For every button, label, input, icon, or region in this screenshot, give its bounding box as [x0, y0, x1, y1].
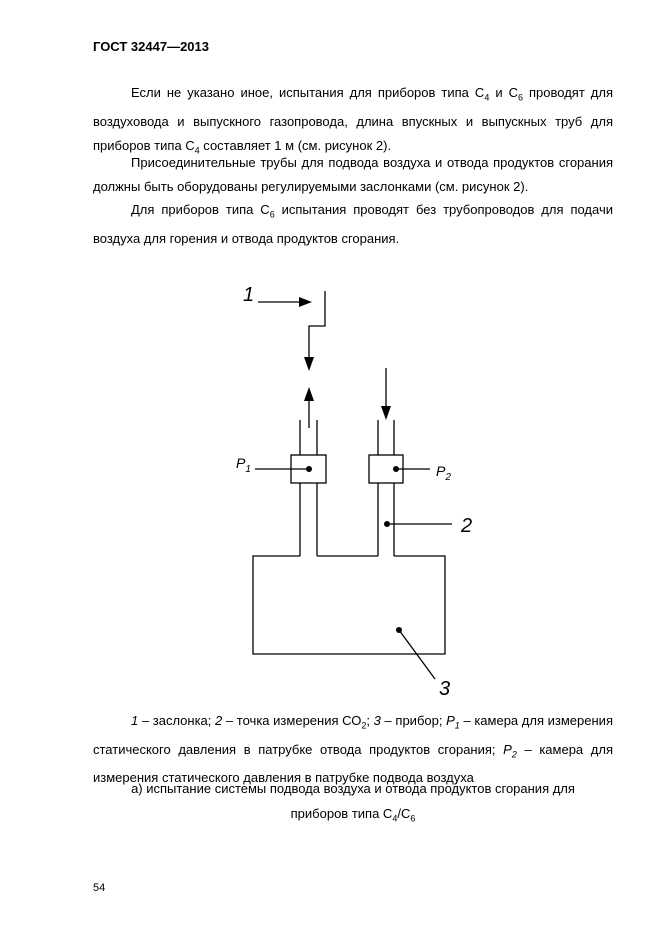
p2-point — [393, 466, 399, 472]
label-2: 2 — [461, 515, 473, 537]
paragraph-1: Если не указано иное, испытания для приборов типа $С_4$ и $С_6$ проводят для воздуховода и выпускного газопровода, длина впускных и выпускных труб для приборов типа $С_4$ составляет 1 м (см. рисунок 2). — [93, 85, 614, 156]
arrow-up-head — [304, 387, 314, 401]
appliance-box — [253, 556, 445, 654]
bent-flue-line — [309, 291, 325, 360]
p1-point — [306, 466, 312, 472]
paragraph-3: Для приборов типа $С_6$ испытания проводят без трубопроводов для подачи воздуха для горения и отвода продуктов сгорания. — [93, 202, 613, 246]
figure-legend: 1 – заслонка; 2 – точка измерения $СО_2$; 3 – прибор; $P_1$ – камера для измерения статического давления в патрубке отвода продуктов сгорания; $P_2$ – камера для измерения статического давления в патрубке подвода воздуха — [93, 713, 613, 786]
arrow-right-head — [299, 297, 312, 307]
figure-subcaption-line-1: а) испытание системы подвода воздуха и отвода продуктов сгорания для — [131, 781, 575, 796]
page-number: 54 — [93, 882, 106, 894]
document-header: ГОСТ 32447—2013 — [93, 39, 209, 54]
paragraph-2: Присоединительные трубы для подвода воздуха и отвода продуктов сгорания должны быть оборудованы регулируемыми заслонками (см. рисунок 2). — [93, 155, 613, 194]
figure-subcaption-line-2: приборов типа $С_4/С_6$ — [290, 806, 416, 824]
co2-point — [384, 521, 390, 527]
arrow-down-head-1 — [304, 357, 314, 371]
label-p2: $P_2$ — [436, 463, 451, 483]
label-p1: $P_1$ — [236, 455, 251, 475]
arrow-down-head-2 — [381, 406, 391, 420]
test-setup-diagram — [0, 270, 661, 710]
label-1: 1 — [243, 284, 255, 306]
device-point — [396, 627, 402, 633]
label-3: 3 — [439, 678, 451, 700]
